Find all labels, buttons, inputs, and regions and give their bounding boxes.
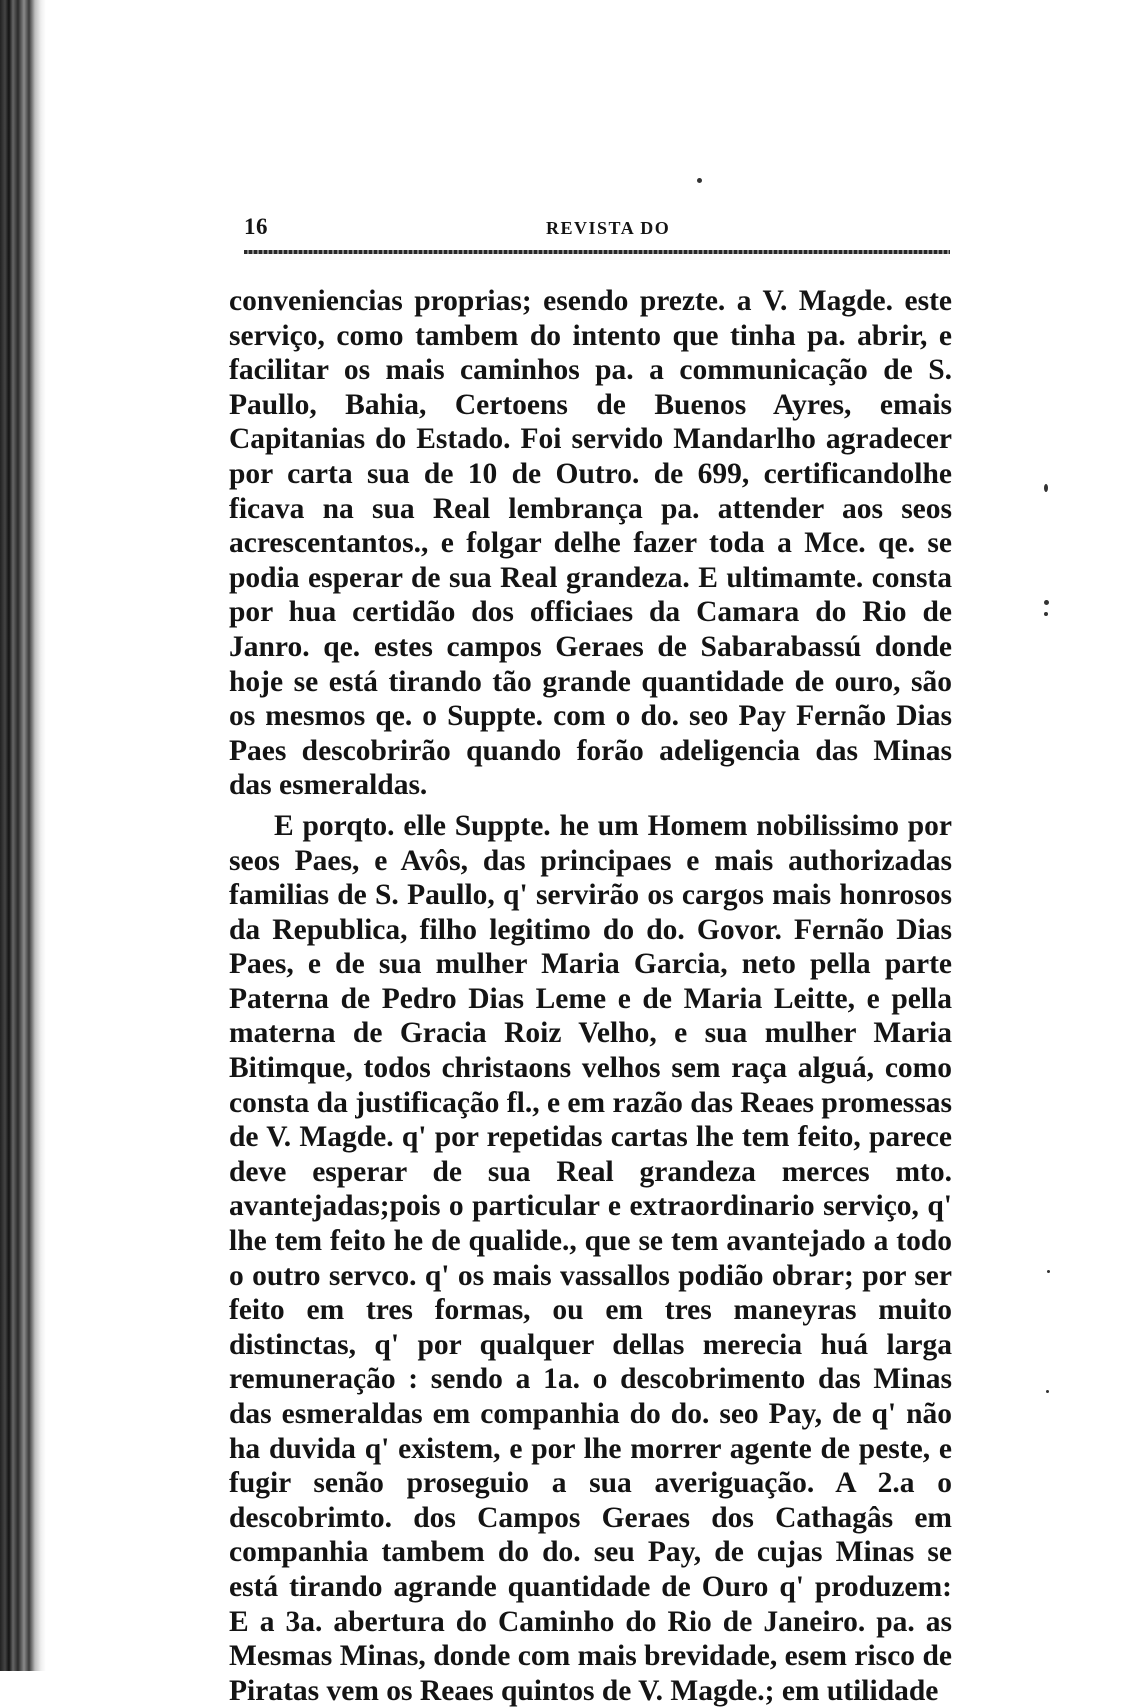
margin-speck xyxy=(1047,1270,1050,1273)
margin-speck xyxy=(1044,612,1048,616)
paragraph: E porqto. elle Suppte. he um Homem nobilissimo por seos Paes, e Avôs, das principaes e mais authorizadas familias de S. Paullo, q' servirão os cargos mais honrosos da Republica, filho legitimo do do. Govor. Fernão Dias Paes, e de sua mulher Maria Garcia, neto pella parte Paterna de Pedro Dias Leme e de Maria Leitte, e pella materna de Gracia Roiz Velho, e sua mulher Maria Bitimque, todos christaons velhos sem raça alguá, como consta da justificação fl., e em razão das Reaes promessas de V. Magde. q' por repetidas cartas lhe tem feito, parece deve esperar de sua Real grandeza merces mto. avantejadas;pois o particular e extraordinario serviço, q' lhe tem feito he de qualide., que se tem avantejado a todo o outro servco. q' os mais vassallos podião obrar; por ser feito em tres formas, ou em tres maneyras muito distinctas, q' por qualquer dellas merecia huá larga remuneração : sendo a 1a. o descobrimento das Minas das esmeraldas em companhia do do. seo Pay, de q' não ha duvida q' existem, e por lhe morrer agente de peste, e fugir senão proseguio a sua averiguação. A 2.a o descobrimto. dos Campos Geraes dos Cathagâs em companhia tambem do do. seu Pay, de cujas Minas se está tirando agrande quantidade de Ouro q' produzem: E a 3a. abertura do Caminho do Rio de Janeiro. pa. as Mesmas Minas, donde com mais brevidade, esem risco de Piratas vem os Reaes quintos de V. Magde.; em utilidade xyxy=(229,809,952,1707)
margin-speck xyxy=(1044,600,1049,605)
paragraph: conveniencias proprias; esendo prezte. a V. Magde. este serviço, como tambem do intento que tinha pa. abrir, e facilitar os mais caminhos pa. a communicação de S. Paullo, Bahia, Certoens de Buenos Ayres, emais Capitanias do Estado. Foi servido Mandarlho agradecer por carta sua de 10 de Outro. de 699, certificandolhe ficava na sua Real lembrança pa. attender aos seos acrescentantos., e folgar delhe fazer toda a Mce. qe. se podia esperar de sua Real grandeza. E ultimamte. consta por hua certidão dos officiaes da Camara do Rio de Janro. qe. estes campos Geraes de Sabarabassú donde hoje se está tirando tão grande quantidade de ouro, são os mesmos qe. o Suppte. com o do. seo Pay Fernão Dias Paes descobrirão quando forão adeligencia das Minas das esmeraldas. xyxy=(229,285,952,802)
body-text xyxy=(229,284,952,1708)
header-rule xyxy=(244,250,950,254)
margin-speck xyxy=(1046,1390,1049,1393)
margin-speck xyxy=(1044,484,1048,492)
running-title: REVISTA DO xyxy=(546,218,671,238)
page-header xyxy=(244,214,950,244)
binding-edge xyxy=(0,0,46,1671)
margin-speck xyxy=(697,178,702,183)
page-number: 16 xyxy=(244,214,268,239)
